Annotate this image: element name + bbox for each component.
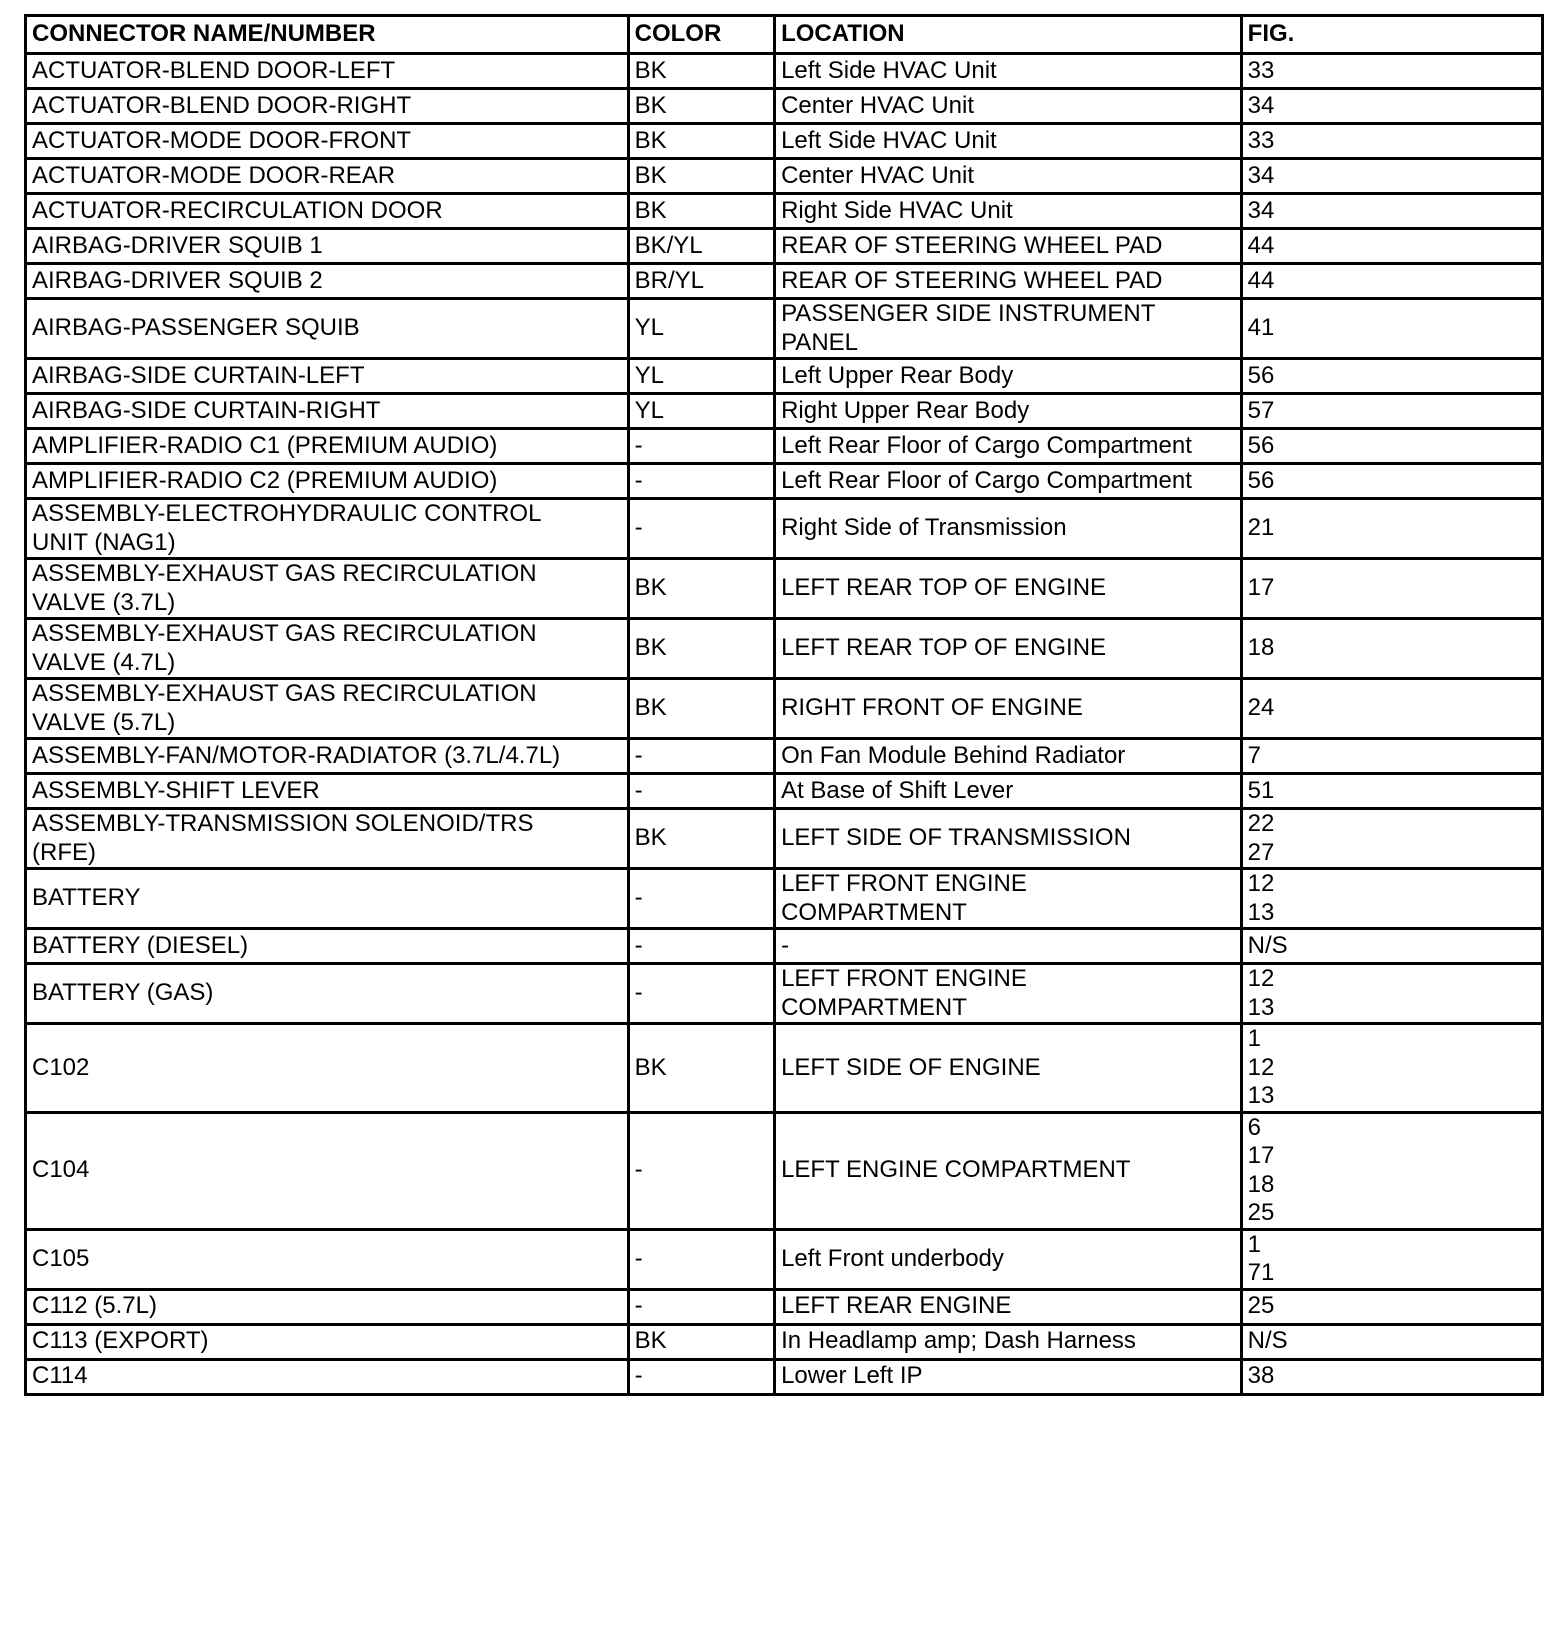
- color-cell: -: [628, 464, 774, 499]
- color-cell: YL: [628, 394, 774, 429]
- table-row: [26, 194, 1543, 229]
- location-cell: LEFT SIDE OF TRANSMISSION: [775, 809, 1242, 869]
- connector-name-cell: C105: [26, 1229, 629, 1289]
- color-cell: BK: [628, 809, 774, 869]
- location-cell: Left Side HVAC Unit: [775, 54, 1242, 89]
- connector-name-cell: ASSEMBLY-EXHAUST GAS RECIRCULATION VALVE (4.7L): [26, 619, 629, 679]
- fig-cell: 51: [1241, 774, 1542, 809]
- fig-cell: N/S: [1241, 1324, 1542, 1359]
- color-cell: BK: [628, 1024, 774, 1113]
- connector-name-cell: ASSEMBLY-FAN/MOTOR-RADIATOR (3.7L/4.7L): [26, 739, 629, 774]
- connector-name-cell: ASSEMBLY-TRANSMISSION SOLENOID/TRS (RFE): [26, 809, 629, 869]
- table-row: [26, 679, 1543, 739]
- fig-cell: 21: [1241, 499, 1542, 559]
- fig-cell: 22 27: [1241, 809, 1542, 869]
- location-cell: LEFT REAR ENGINE: [775, 1289, 1242, 1324]
- connector-name-cell: ASSEMBLY-SHIFT LEVER: [26, 774, 629, 809]
- fig-cell: 1 12 13: [1241, 1024, 1542, 1113]
- connector-table: [24, 14, 1544, 1396]
- connector-name-cell: AIRBAG-DRIVER SQUIB 1: [26, 229, 629, 264]
- header-color: COLOR: [628, 16, 774, 54]
- location-cell: Right Side of Transmission: [775, 499, 1242, 559]
- color-cell: BK: [628, 194, 774, 229]
- location-cell: Left Rear Floor of Cargo Compartment: [775, 429, 1242, 464]
- fig-cell: 57: [1241, 394, 1542, 429]
- table-row: [26, 54, 1543, 89]
- color-cell: BK: [628, 679, 774, 739]
- fig-cell: 56: [1241, 359, 1542, 394]
- table-row: [26, 299, 1543, 359]
- connector-name-cell: BATTERY (DIESEL): [26, 929, 629, 964]
- color-cell: BK: [628, 124, 774, 159]
- table-row: [26, 359, 1543, 394]
- color-cell: -: [628, 1289, 774, 1324]
- fig-cell: 33: [1241, 54, 1542, 89]
- location-cell: Left Front underbody: [775, 1229, 1242, 1289]
- connector-name-cell: AIRBAG-SIDE CURTAIN-LEFT: [26, 359, 629, 394]
- table-row: [26, 1289, 1543, 1324]
- fig-cell: 7: [1241, 739, 1542, 774]
- table-row: [26, 619, 1543, 679]
- table-row: [26, 464, 1543, 499]
- connector-name-cell: C102: [26, 1024, 629, 1113]
- location-cell: PASSENGER SIDE INSTRUMENT PANEL: [775, 299, 1242, 359]
- connector-name-cell: ASSEMBLY-EXHAUST GAS RECIRCULATION VALVE (3.7L): [26, 559, 629, 619]
- color-cell: -: [628, 1229, 774, 1289]
- fig-cell: 34: [1241, 159, 1542, 194]
- color-cell: BK: [628, 89, 774, 124]
- table-row: [26, 229, 1543, 264]
- location-cell: LEFT FRONT ENGINE COMPARTMENT: [775, 964, 1242, 1024]
- color-cell: YL: [628, 359, 774, 394]
- location-cell: Left Rear Floor of Cargo Compartment: [775, 464, 1242, 499]
- location-cell: LEFT ENGINE COMPARTMENT: [775, 1112, 1242, 1229]
- location-cell: Lower Left IP: [775, 1359, 1242, 1394]
- color-cell: -: [628, 774, 774, 809]
- location-cell: LEFT SIDE OF ENGINE: [775, 1024, 1242, 1113]
- table-row: [26, 1359, 1543, 1394]
- fig-cell: 38: [1241, 1359, 1542, 1394]
- color-cell: -: [628, 1112, 774, 1229]
- location-cell: At Base of Shift Lever: [775, 774, 1242, 809]
- fig-cell: 18: [1241, 619, 1542, 679]
- connector-name-cell: ASSEMBLY-EXHAUST GAS RECIRCULATION VALVE (5.7L): [26, 679, 629, 739]
- location-cell: RIGHT FRONT OF ENGINE: [775, 679, 1242, 739]
- connector-name-cell: AMPLIFIER-RADIO C2 (PREMIUM AUDIO): [26, 464, 629, 499]
- location-cell: On Fan Module Behind Radiator: [775, 739, 1242, 774]
- header-location: LOCATION: [775, 16, 1242, 54]
- connector-name-cell: ACTUATOR-MODE DOOR-FRONT: [26, 124, 629, 159]
- location-cell: Left Side HVAC Unit: [775, 124, 1242, 159]
- table-row: [26, 964, 1543, 1024]
- fig-cell: 17: [1241, 559, 1542, 619]
- location-cell: LEFT REAR TOP OF ENGINE: [775, 559, 1242, 619]
- connector-name-cell: ACTUATOR-BLEND DOOR-LEFT: [26, 54, 629, 89]
- header-fig: FIG.: [1241, 16, 1542, 54]
- connector-name-cell: ACTUATOR-RECIRCULATION DOOR: [26, 194, 629, 229]
- table-row: [26, 394, 1543, 429]
- fig-cell: 1 71: [1241, 1229, 1542, 1289]
- table-row: [26, 1112, 1543, 1229]
- table-row: [26, 499, 1543, 559]
- location-cell: Center HVAC Unit: [775, 159, 1242, 194]
- table-row: [26, 429, 1543, 464]
- connector-name-cell: AIRBAG-DRIVER SQUIB 2: [26, 264, 629, 299]
- location-cell: Center HVAC Unit: [775, 89, 1242, 124]
- location-cell: REAR OF STEERING WHEEL PAD: [775, 264, 1242, 299]
- table-row: [26, 869, 1543, 929]
- color-cell: BK: [628, 619, 774, 679]
- fig-cell: 12 13: [1241, 964, 1542, 1024]
- connector-name-cell: ASSEMBLY-ELECTROHYDRAULIC CONTROL UNIT (NAG1): [26, 499, 629, 559]
- fig-cell: 44: [1241, 229, 1542, 264]
- table-row: [26, 89, 1543, 124]
- connector-name-cell: C112 (5.7L): [26, 1289, 629, 1324]
- table-row: [26, 559, 1543, 619]
- table-row: [26, 1024, 1543, 1113]
- header-connector-name: CONNECTOR NAME/NUMBER: [26, 16, 629, 54]
- color-cell: -: [628, 1359, 774, 1394]
- table-row: [26, 929, 1543, 964]
- fig-cell: 12 13: [1241, 869, 1542, 929]
- fig-cell: 25: [1241, 1289, 1542, 1324]
- color-cell: YL: [628, 299, 774, 359]
- color-cell: BK: [628, 1324, 774, 1359]
- connector-name-cell: AIRBAG-PASSENGER SQUIB: [26, 299, 629, 359]
- fig-cell: 41: [1241, 299, 1542, 359]
- color-cell: BK/YL: [628, 229, 774, 264]
- color-cell: -: [628, 429, 774, 464]
- fig-cell: 56: [1241, 464, 1542, 499]
- fig-cell: 34: [1241, 89, 1542, 124]
- connector-name-cell: AIRBAG-SIDE CURTAIN-RIGHT: [26, 394, 629, 429]
- color-cell: BK: [628, 54, 774, 89]
- color-cell: -: [628, 929, 774, 964]
- connector-name-cell: ACTUATOR-MODE DOOR-REAR: [26, 159, 629, 194]
- color-cell: -: [628, 964, 774, 1024]
- connector-name-cell: C114: [26, 1359, 629, 1394]
- color-cell: BK: [628, 559, 774, 619]
- table-row: [26, 1324, 1543, 1359]
- location-cell: -: [775, 929, 1242, 964]
- color-cell: BR/YL: [628, 264, 774, 299]
- connector-name-cell: C113 (EXPORT): [26, 1324, 629, 1359]
- table-body: [26, 54, 1543, 1395]
- table-header-row: [26, 16, 1543, 54]
- connector-name-cell: BATTERY (GAS): [26, 964, 629, 1024]
- color-cell: -: [628, 739, 774, 774]
- location-cell: Right Side HVAC Unit: [775, 194, 1242, 229]
- fig-cell: N/S: [1241, 929, 1542, 964]
- fig-cell: 34: [1241, 194, 1542, 229]
- connector-name-cell: BATTERY: [26, 869, 629, 929]
- fig-cell: 56: [1241, 429, 1542, 464]
- table-row: [26, 739, 1543, 774]
- location-cell: Left Upper Rear Body: [775, 359, 1242, 394]
- color-cell: BK: [628, 159, 774, 194]
- color-cell: -: [628, 499, 774, 559]
- table-row: [26, 264, 1543, 299]
- location-cell: In Headlamp amp; Dash Harness: [775, 1324, 1242, 1359]
- fig-cell: 6 17 18 25: [1241, 1112, 1542, 1229]
- location-cell: LEFT REAR TOP OF ENGINE: [775, 619, 1242, 679]
- fig-cell: 24: [1241, 679, 1542, 739]
- connector-name-cell: C104: [26, 1112, 629, 1229]
- table-row: [26, 1229, 1543, 1289]
- table-row: [26, 774, 1543, 809]
- table-row: [26, 159, 1543, 194]
- fig-cell: 33: [1241, 124, 1542, 159]
- table-row: [26, 124, 1543, 159]
- connector-name-cell: AMPLIFIER-RADIO C1 (PREMIUM AUDIO): [26, 429, 629, 464]
- color-cell: -: [628, 869, 774, 929]
- location-cell: REAR OF STEERING WHEEL PAD: [775, 229, 1242, 264]
- location-cell: LEFT FRONT ENGINE COMPARTMENT: [775, 869, 1242, 929]
- fig-cell: 44: [1241, 264, 1542, 299]
- connector-name-cell: ACTUATOR-BLEND DOOR-RIGHT: [26, 89, 629, 124]
- location-cell: Right Upper Rear Body: [775, 394, 1242, 429]
- table-row: [26, 809, 1543, 869]
